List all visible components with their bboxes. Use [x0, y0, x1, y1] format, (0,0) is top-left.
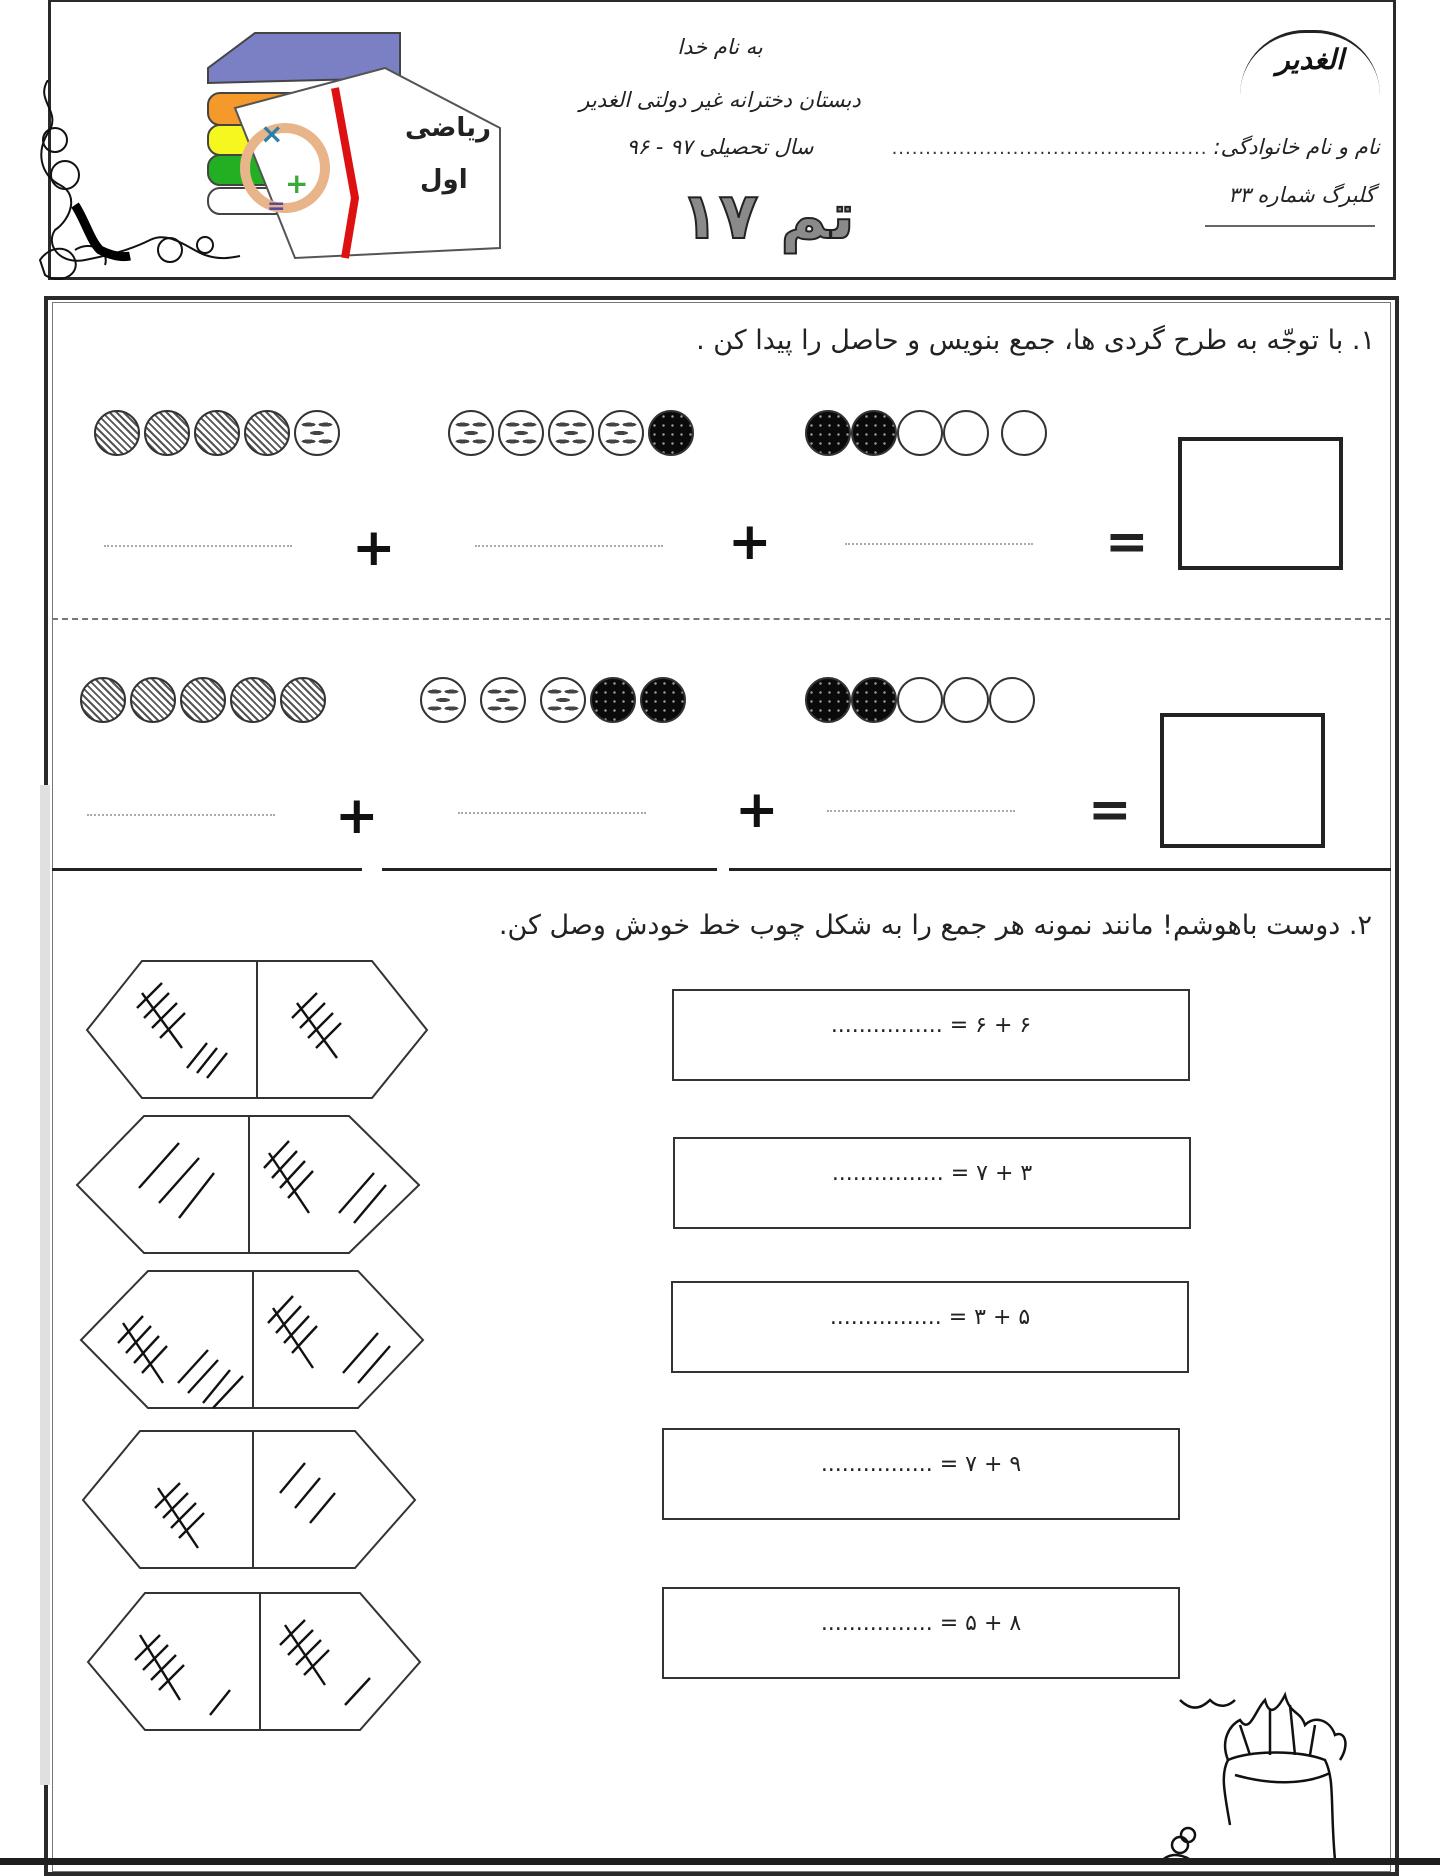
circle-dashed	[548, 410, 594, 456]
circle-hatched	[130, 677, 176, 723]
logo-text: الغدیر	[1276, 43, 1344, 76]
addend-input-6[interactable]	[827, 810, 1015, 812]
circle-dotted	[805, 410, 851, 456]
circle-empty	[1001, 410, 1047, 456]
equation-text: ۳ + ۷ = ................	[831, 1161, 1033, 1186]
section-separator	[382, 868, 717, 871]
plus-sign: +	[735, 780, 779, 840]
tally-marks-icon	[137, 983, 341, 1078]
tally-marks-icon	[139, 1141, 386, 1223]
svg-text:×: ×	[260, 117, 284, 150]
equation-box-1[interactable]	[672, 989, 1190, 1081]
circle-dashed	[598, 410, 644, 456]
equation-text: ۵ + ۳ = ................	[829, 1305, 1031, 1330]
circle-hatched	[280, 677, 326, 723]
basket-illustration-icon	[1140, 1685, 1390, 1865]
section-separator	[52, 868, 362, 871]
circle-hatched	[230, 677, 276, 723]
addend-input-2[interactable]	[475, 545, 663, 547]
book-label-line1: ریاضی	[405, 113, 491, 143]
circle-group-5	[420, 677, 686, 723]
tally-hexagon-3[interactable]	[78, 1268, 428, 1413]
sheet-number: گلبرگ شماره ۳۳	[1205, 183, 1375, 227]
equation-box-4[interactable]	[662, 1428, 1180, 1520]
book-label-line2: اول	[420, 165, 468, 195]
circle-empty	[989, 677, 1035, 723]
equation-box-2[interactable]	[673, 1137, 1191, 1229]
tally-marks-icon	[135, 1620, 370, 1715]
circle-dotted	[640, 677, 686, 723]
tally-marks-icon	[155, 1463, 335, 1548]
circle-dashed	[540, 677, 586, 723]
bottom-edge	[0, 1858, 1440, 1865]
plus-sign: +	[335, 786, 379, 846]
circle-hatched	[80, 677, 126, 723]
circle-empty	[943, 677, 989, 723]
sum-answer-box-2[interactable]	[1160, 713, 1325, 848]
scroll-edge	[40, 785, 50, 1785]
svg-text:+: +	[285, 167, 309, 200]
name-input-line[interactable]: ...............................................	[891, 138, 1208, 159]
dashed-separator	[52, 618, 1391, 620]
circle-group-4	[80, 677, 326, 723]
circle-group-3	[805, 410, 1047, 456]
name-label: نام و نام خانوادگی:	[1213, 135, 1380, 159]
question2-title: ۲. دوست باهوشم! مانند نمونه هر جمع را به شکل چوب خط خودش وصل کن.	[498, 910, 1372, 941]
tally-hexagon-1[interactable]	[82, 958, 432, 1103]
equation-box-3[interactable]	[671, 1281, 1189, 1373]
circle-group-1	[94, 410, 340, 456]
sum-answer-box-1[interactable]	[1178, 437, 1343, 570]
student-name-field[interactable]	[891, 135, 1380, 159]
circle-hatched	[180, 677, 226, 723]
circle-hatched	[194, 410, 240, 456]
tally-hexagon-4[interactable]	[80, 1428, 420, 1573]
tally-hexagon-2[interactable]	[74, 1113, 424, 1258]
circle-dotted	[851, 410, 897, 456]
equation-text: ۹ + ۷ = ................	[820, 1452, 1022, 1477]
equation-text: ۸ + ۵ = ................	[820, 1611, 1022, 1636]
circle-empty	[897, 410, 943, 456]
equation-text: ۶ + ۶ = ................	[830, 1013, 1032, 1038]
circle-hatched	[94, 410, 140, 456]
tally-hexagon-5[interactable]	[85, 1590, 425, 1735]
circle-dotted	[805, 677, 851, 723]
circle-hatched	[244, 410, 290, 456]
circle-hatched	[144, 410, 190, 456]
circle-empty	[897, 677, 943, 723]
plus-sign: +	[352, 518, 396, 578]
equals-sign: =	[1088, 780, 1132, 840]
addend-input-3[interactable]	[845, 543, 1033, 545]
school-name: دبستان دخترانه غیر دولتی الغدیر	[579, 88, 861, 112]
circle-dotted	[851, 677, 897, 723]
circle-group-2	[448, 410, 694, 456]
circle-dotted	[648, 410, 694, 456]
bismillah-text: به نام خدا	[677, 35, 763, 59]
plus-sign: +	[728, 512, 772, 572]
circle-dotted	[590, 677, 636, 723]
theme-number: تم ۱۷	[680, 180, 855, 254]
equation-box-5[interactable]	[662, 1587, 1180, 1679]
question1-title: ۱. با توجّه به طرح گردی ها، جمع بنویس و حاصل را پیدا کن .	[696, 325, 1375, 356]
addend-input-1[interactable]	[104, 545, 292, 547]
circle-dashed	[420, 677, 466, 723]
circle-dashed	[498, 410, 544, 456]
circle-group-6	[805, 677, 1035, 723]
math-books-illustration-icon	[205, 28, 505, 260]
svg-text:=: =	[267, 194, 286, 219]
circle-dashed	[480, 677, 526, 723]
circle-dashed	[448, 410, 494, 456]
section-separator	[729, 868, 1391, 871]
addend-input-5[interactable]	[458, 812, 646, 814]
addend-input-4[interactable]	[87, 814, 275, 816]
academic-year: سال تحصیلی ۹۷ - ۹۶	[626, 135, 814, 159]
circle-dashed	[294, 410, 340, 456]
equals-sign: =	[1105, 512, 1149, 572]
circle-empty	[943, 410, 989, 456]
